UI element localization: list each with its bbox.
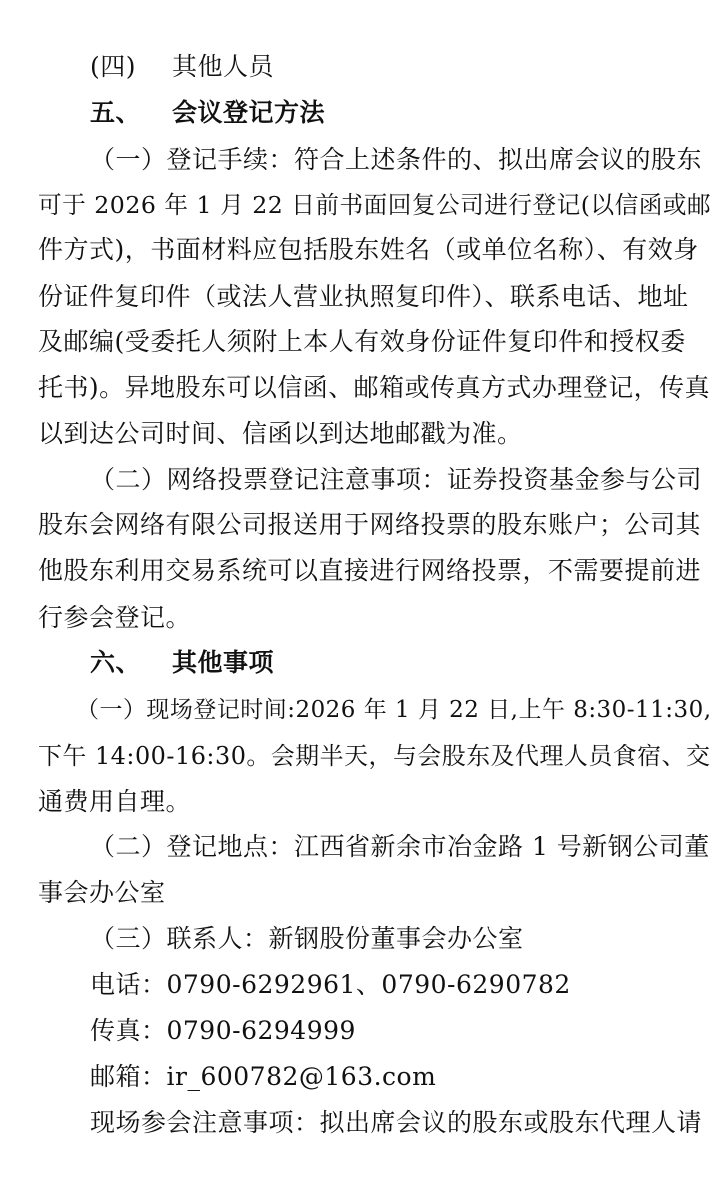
section-5-heading — [90, 98, 325, 128]
section-6-number: 六、 — [90, 648, 142, 677]
section-6-title: 其他事项 — [172, 648, 275, 677]
contact-email: 邮箱：ir_600782@163.com — [90, 1062, 437, 1091]
contact-person: （三）联系人：新钢股份董事会办公室 — [90, 924, 524, 953]
location-line: 事会办公室 — [38, 878, 166, 907]
onsite-notice: 现场参会注意事项：拟出席会议的股东或股东代理人请 — [90, 1108, 703, 1137]
contact-fax: 传真：0790-6294999 — [90, 1016, 356, 1045]
registration-line: 以到达公司时间、信函以到达地邮戳为准。 — [38, 419, 523, 448]
section-6-heading — [90, 648, 274, 678]
section-5-number: 五、 — [90, 98, 142, 127]
registration-line: 可于 2026 年 1 月 22 日前书面回复公司进行登记(以信函或邮 — [38, 191, 712, 219]
registration-line: 份证件复印件（或法人营业执照复印件）、联系电话、地址 — [38, 282, 689, 311]
online-voting-line: 他股东利用交易系统可以直接进行网络投票，不需要提前进 — [38, 556, 702, 585]
onsite-time-line: 通费用自理。 — [38, 787, 192, 816]
online-voting-line: （二）网络投票登记注意事项：证券投资基金参与公司 — [90, 465, 703, 494]
onsite-time-line: 下午 14:00-16:30。会期半天，与会股东及代理人员食宿、交 — [38, 742, 711, 770]
registration-line: 托书)。异地股东可以信函、邮箱或传真方式办理登记，传真 — [38, 373, 711, 402]
online-voting-line: 股东会网络有限公司报送用于网络投票的股东账户；公司其 — [38, 510, 702, 539]
onsite-time-line: （一）现场登记时间:2026 年 1 月 22 日,上午 8:30-11:30, — [76, 697, 712, 723]
registration-line: （一）登记手续：符合上述条件的、拟出席会议的股东 — [90, 145, 703, 174]
section-4-number: (四) — [90, 52, 137, 81]
section-4-heading — [90, 52, 274, 82]
location-line: （二）登记地点：江西省新余市冶金路 1 号新钢公司董 — [90, 832, 710, 861]
online-voting-line: 行参会登记。 — [38, 603, 192, 632]
contact-phone: 电话：0790-6292961、0790-6290782 — [90, 970, 571, 999]
section-4-title: 其他人员 — [172, 52, 275, 81]
section-5-title: 会议登记方法 — [172, 98, 326, 127]
registration-line: 件方式)，书面材料应包括股东姓名（或单位名称）、有效身 — [38, 235, 699, 264]
registration-line: 及邮编(受委托人须附上本人有效身份证件复印件和授权委 — [38, 327, 686, 356]
